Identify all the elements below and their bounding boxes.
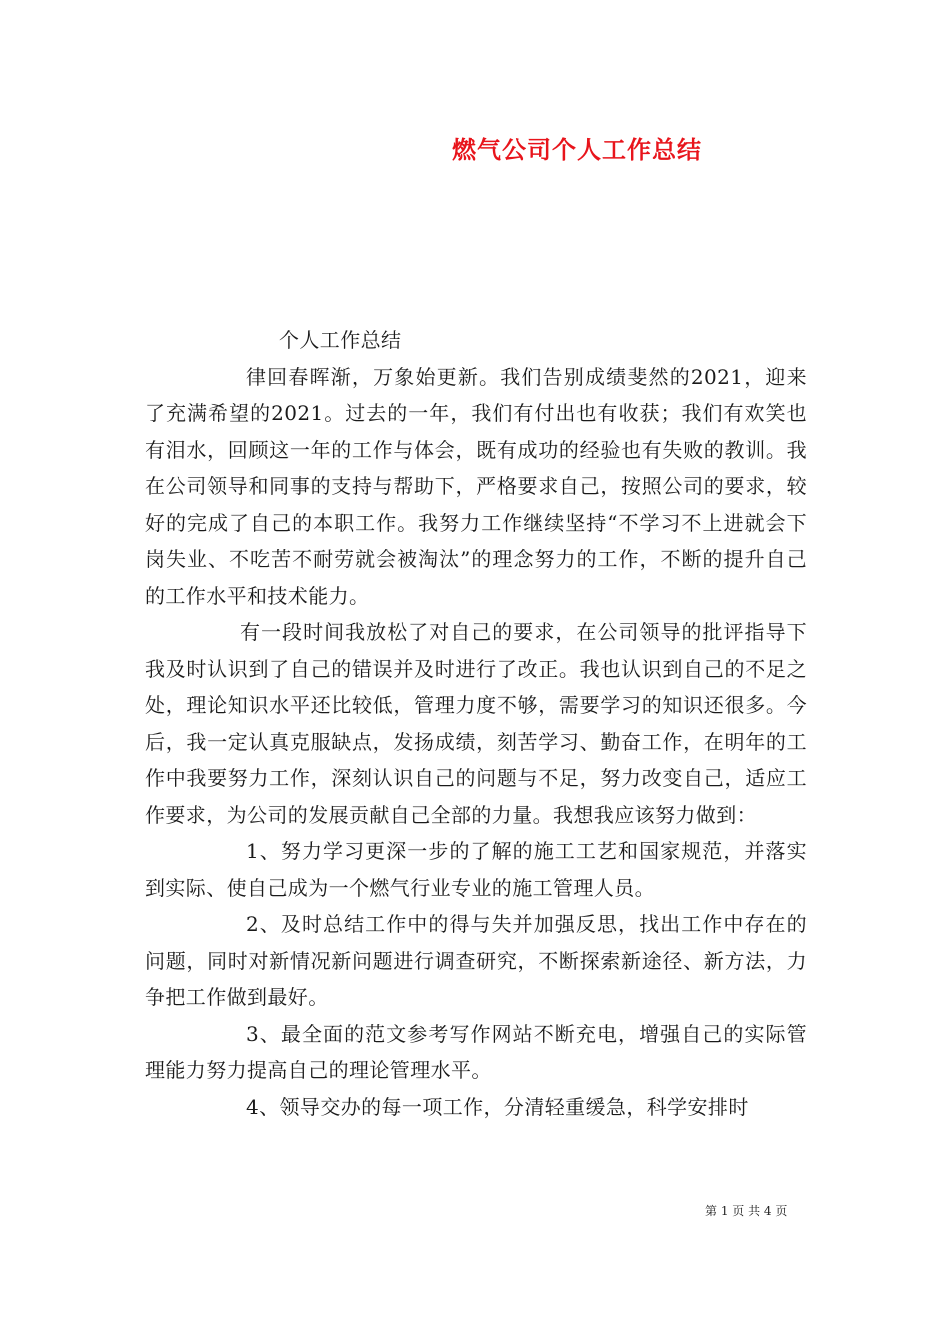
paragraph-reflection: 有一段时间我放松了对自己的要求，在公司领导的批评指导下我及时认识到了自己的错误并及时进行了改正。我也认识到自己的不足之处，理论知识水平还比较低，管理力度不够，需要学习的知识还很多。今后，我一定认真克服缺点，发扬成绩，刻苦学习、勤奋工作，在明年的工作中我要努力工作，深刻认识自己的问题与不足，努力改变自己，适应工作要求，为公司的发展贡献自己全部的力量。我想我应该努力做到： [145, 620, 807, 827]
list-item-2: 2、及时总结工作中的得与失并加强反思，找出工作中存在的问题，同时对新情况新问题进行调查研究，不断探索新途径、新方法，力争把工作做到最好。 [145, 912, 807, 1009]
subheading: 个人工作总结 [279, 328, 402, 352]
list-item-1: 1、努力学习更深一步的了解的施工工艺和国家规范，并落实到实际、使自己成为一个燃气行业专业的施工管理人员。 [145, 839, 807, 900]
document-body [145, 322, 807, 1125]
list-item-3: 3、最全面的范文参考写作网站不断充电，增强自己的实际管理能力努力提高自己的理论管理水平。 [145, 1021, 807, 1082]
page-number-footer: 第 1 页 共 4 页 [705, 1204, 788, 1218]
paragraph-intro: 律回春晖渐，万象始更新。我们告别成绩斐然的2021，迎来了充满希望的2021。过去的一年，我们有付出也有收获；我们有欢笑也有泪水，回顾这一年的工作与体会，既有成功的经验也有失败的教训。我在公司领导和同事的支持与帮助下，严格要求自己，按照公司的要求，较好的完成了自己的本职工作。我努力工作继续坚持“不学习不上进就会下岗失业、不吃苦不耐劳就会被淘汰”的理念努力的工作，不断的提升自己的工作水平和技术能力。 [145, 364, 807, 608]
document-title: 燃气公司个人工作总结 [452, 135, 702, 164]
list-item-4: 4、领导交办的每一项工作，分清轻重缓急，科学安排时 [246, 1094, 749, 1119]
